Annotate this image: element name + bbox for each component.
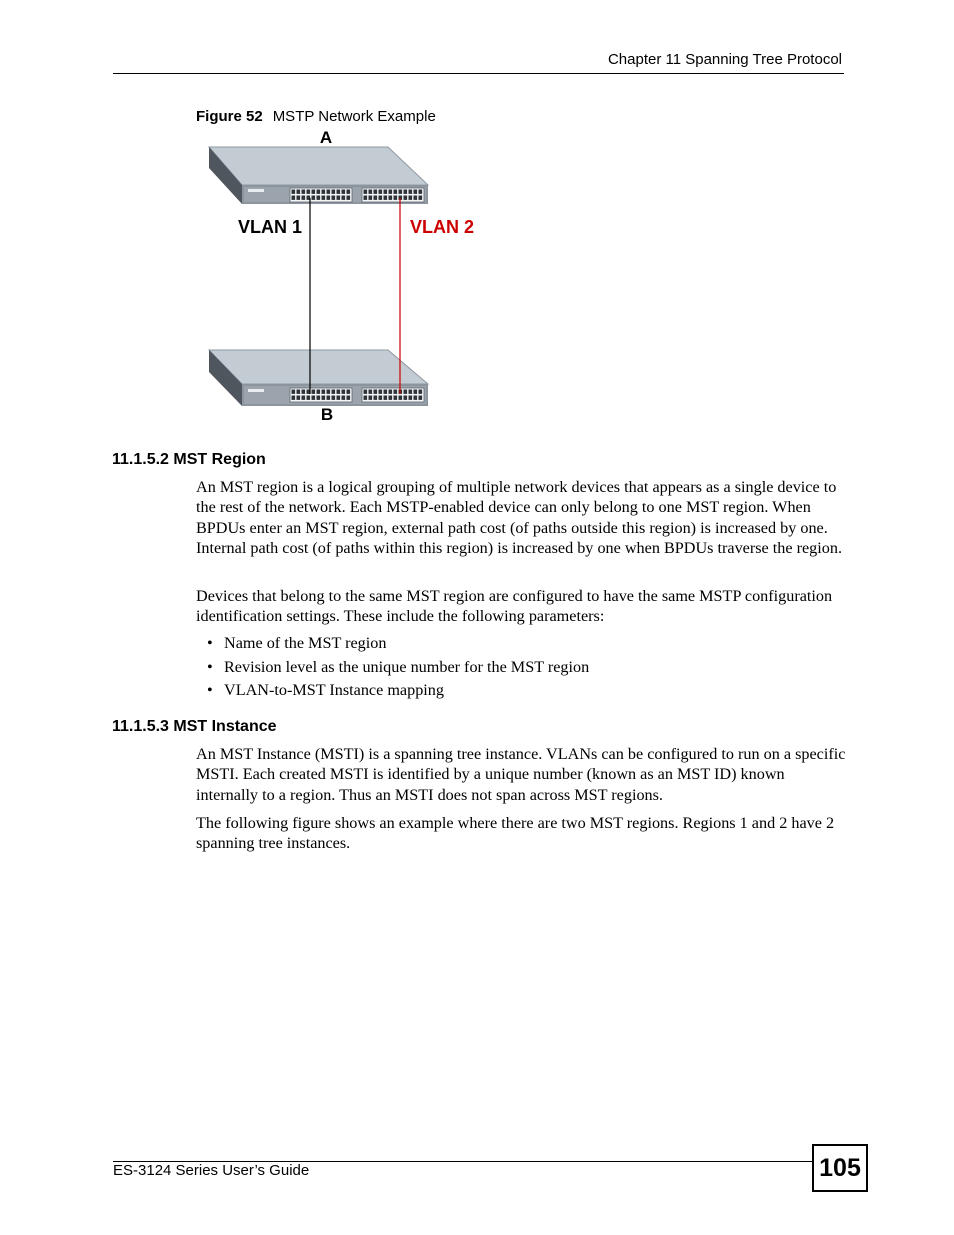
figure-title: MSTP Network Example	[272, 108, 436, 125]
paragraph: The following figure shows an example where there are two MST regions. Regions 1 and 2 have 2 spanning tree instances.	[196, 814, 835, 853]
bullet-icon: •	[207, 634, 213, 652]
paragraph: An MST Instance (MSTI) is a spanning tree instance. VLANs can be configured to run on a specific MSTI. Each created MSTI is identified by a unique number (known as an MST ID) known internally to a region. Thus an MSTI does not span across MST regions.	[196, 745, 846, 804]
header-rule	[113, 73, 844, 74]
bullet-icon: •	[207, 657, 213, 676]
section-heading-mst-instance: 11.1.5.3 MST Instance	[112, 718, 277, 735]
figure-caption	[196, 108, 436, 125]
list-item: • Revision level as the unique number for the MST region	[207, 657, 590, 676]
footer-guide-title: ES-3124 Series User’s Guide	[113, 1162, 310, 1179]
switch-a-icon	[209, 147, 428, 204]
node-a-label: A	[319, 128, 333, 147]
list-item: • Name of the MST region	[207, 634, 387, 652]
figure-number: Figure 52	[196, 108, 263, 125]
section-heading-mst-region: 11.1.5.2 MST Region	[112, 451, 266, 468]
paragraph: Devices that belong to the same MST region are configured to have the same MSTP configuration identification settings. These include the following parameters:	[196, 587, 833, 626]
vlan1-label: VLAN 1	[238, 217, 303, 237]
paragraph: An MST region is a logical grouping of multiple network devices that appears as a single device to the rest of the network. Each MSTP-enabled device can only belong to one MST region. When BPDUs enter an MST region, external path cost (of paths outside this region) is increased by one. Internal path cost (of paths within this region) is increased by one when BPDUs traverse the region.	[196, 478, 842, 558]
list-item: • VLAN-to-MST Instance mapping	[207, 681, 444, 699]
page-number: 105	[812, 1144, 868, 1192]
parameter-list	[207, 633, 589, 704]
switch-b-icon	[209, 350, 428, 406]
mstp-network-diagram	[200, 128, 500, 428]
vlan2-label: VLAN 2	[410, 217, 475, 237]
node-b-label: B	[320, 405, 334, 424]
bullet-icon: •	[207, 681, 213, 699]
running-header: Chapter 11 Spanning Tree Protocol	[607, 51, 842, 68]
